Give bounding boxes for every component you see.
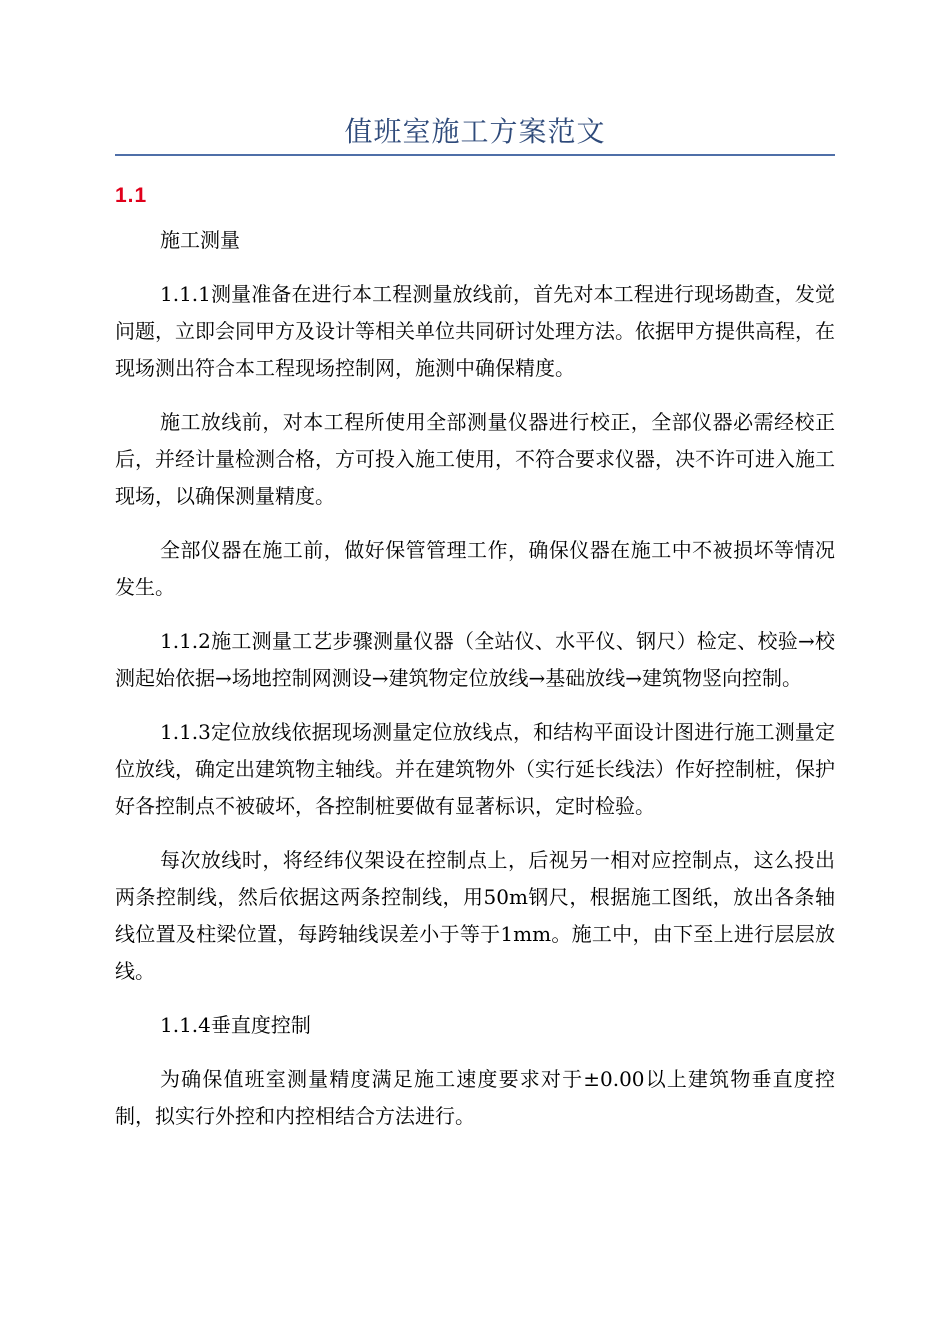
section-number: 1.1 [115,184,148,207]
paragraph-section-heading: 施工测量 [160,228,240,252]
paragraph-calibration: 施工放线前，对本工程所使用全部测量仪器进行校正，全部仪器必需经校正后，并经计量检测合格，方可投入施工使用，不符合要求仪器，决不许可进入施工现场，以确保测量精度。 [115,410,835,508]
paragraph-1-1-3: 1.1.3定位放线依据现场测量定位放线点，和结构平面设计图进行施工测量定位放线，确定出建筑物主轴线。并在建筑物外（实行延长线法）作好控制桩，保护好各控制点不被破坏，各控制桩要做有显著标识，定时检验。 [115,720,835,818]
document-body [115,222,835,1152]
paragraph-verticality: 为确保值班室测量精度满足施工速度要求对于±0.00以上建筑物垂直度控制，拟实行外控和内控相结合方法进行。 [115,1067,835,1128]
paragraph-instrument-care: 全部仪器在施工前，做好保管管理工作，确保仪器在施工中不被损坏等情况发生。 [115,538,835,599]
paragraph-layout-method: 每次放线时，将经纬仪架设在控制点上，后视另一相对应控制点，这么投出两条控制线，然后依据这两条控制线，用50m钢尺，根据施工图纸，放出各条轴线位置及柱梁位置，每跨轴线误差小于等于1mm。施工中，由下至上进行层层放线。 [115,848,835,983]
paragraph-1-1-2: 1.1.2施工测量工艺步骤测量仪器（全站仪、水平仪、钢尺）检定、校验→校测起始依据→场地控制网测设→建筑物定位放线→基础放线→建筑物竖向控制。 [115,629,835,690]
document-title: 值班室施工方案范文 [344,115,606,148]
paragraph-1-1-4: 1.1.4垂直度控制 [160,1013,311,1037]
paragraph-1-1-1: 1.1.1测量准备在进行本工程测量放线前，首先对本工程进行现场勘查，发觉问题，立即会同甲方及设计等相关单位共同研讨处理方法。依据甲方提供高程，在现场测出符合本工程现场控制网，施测中确保精度。 [115,282,835,380]
title-underline [115,154,835,156]
